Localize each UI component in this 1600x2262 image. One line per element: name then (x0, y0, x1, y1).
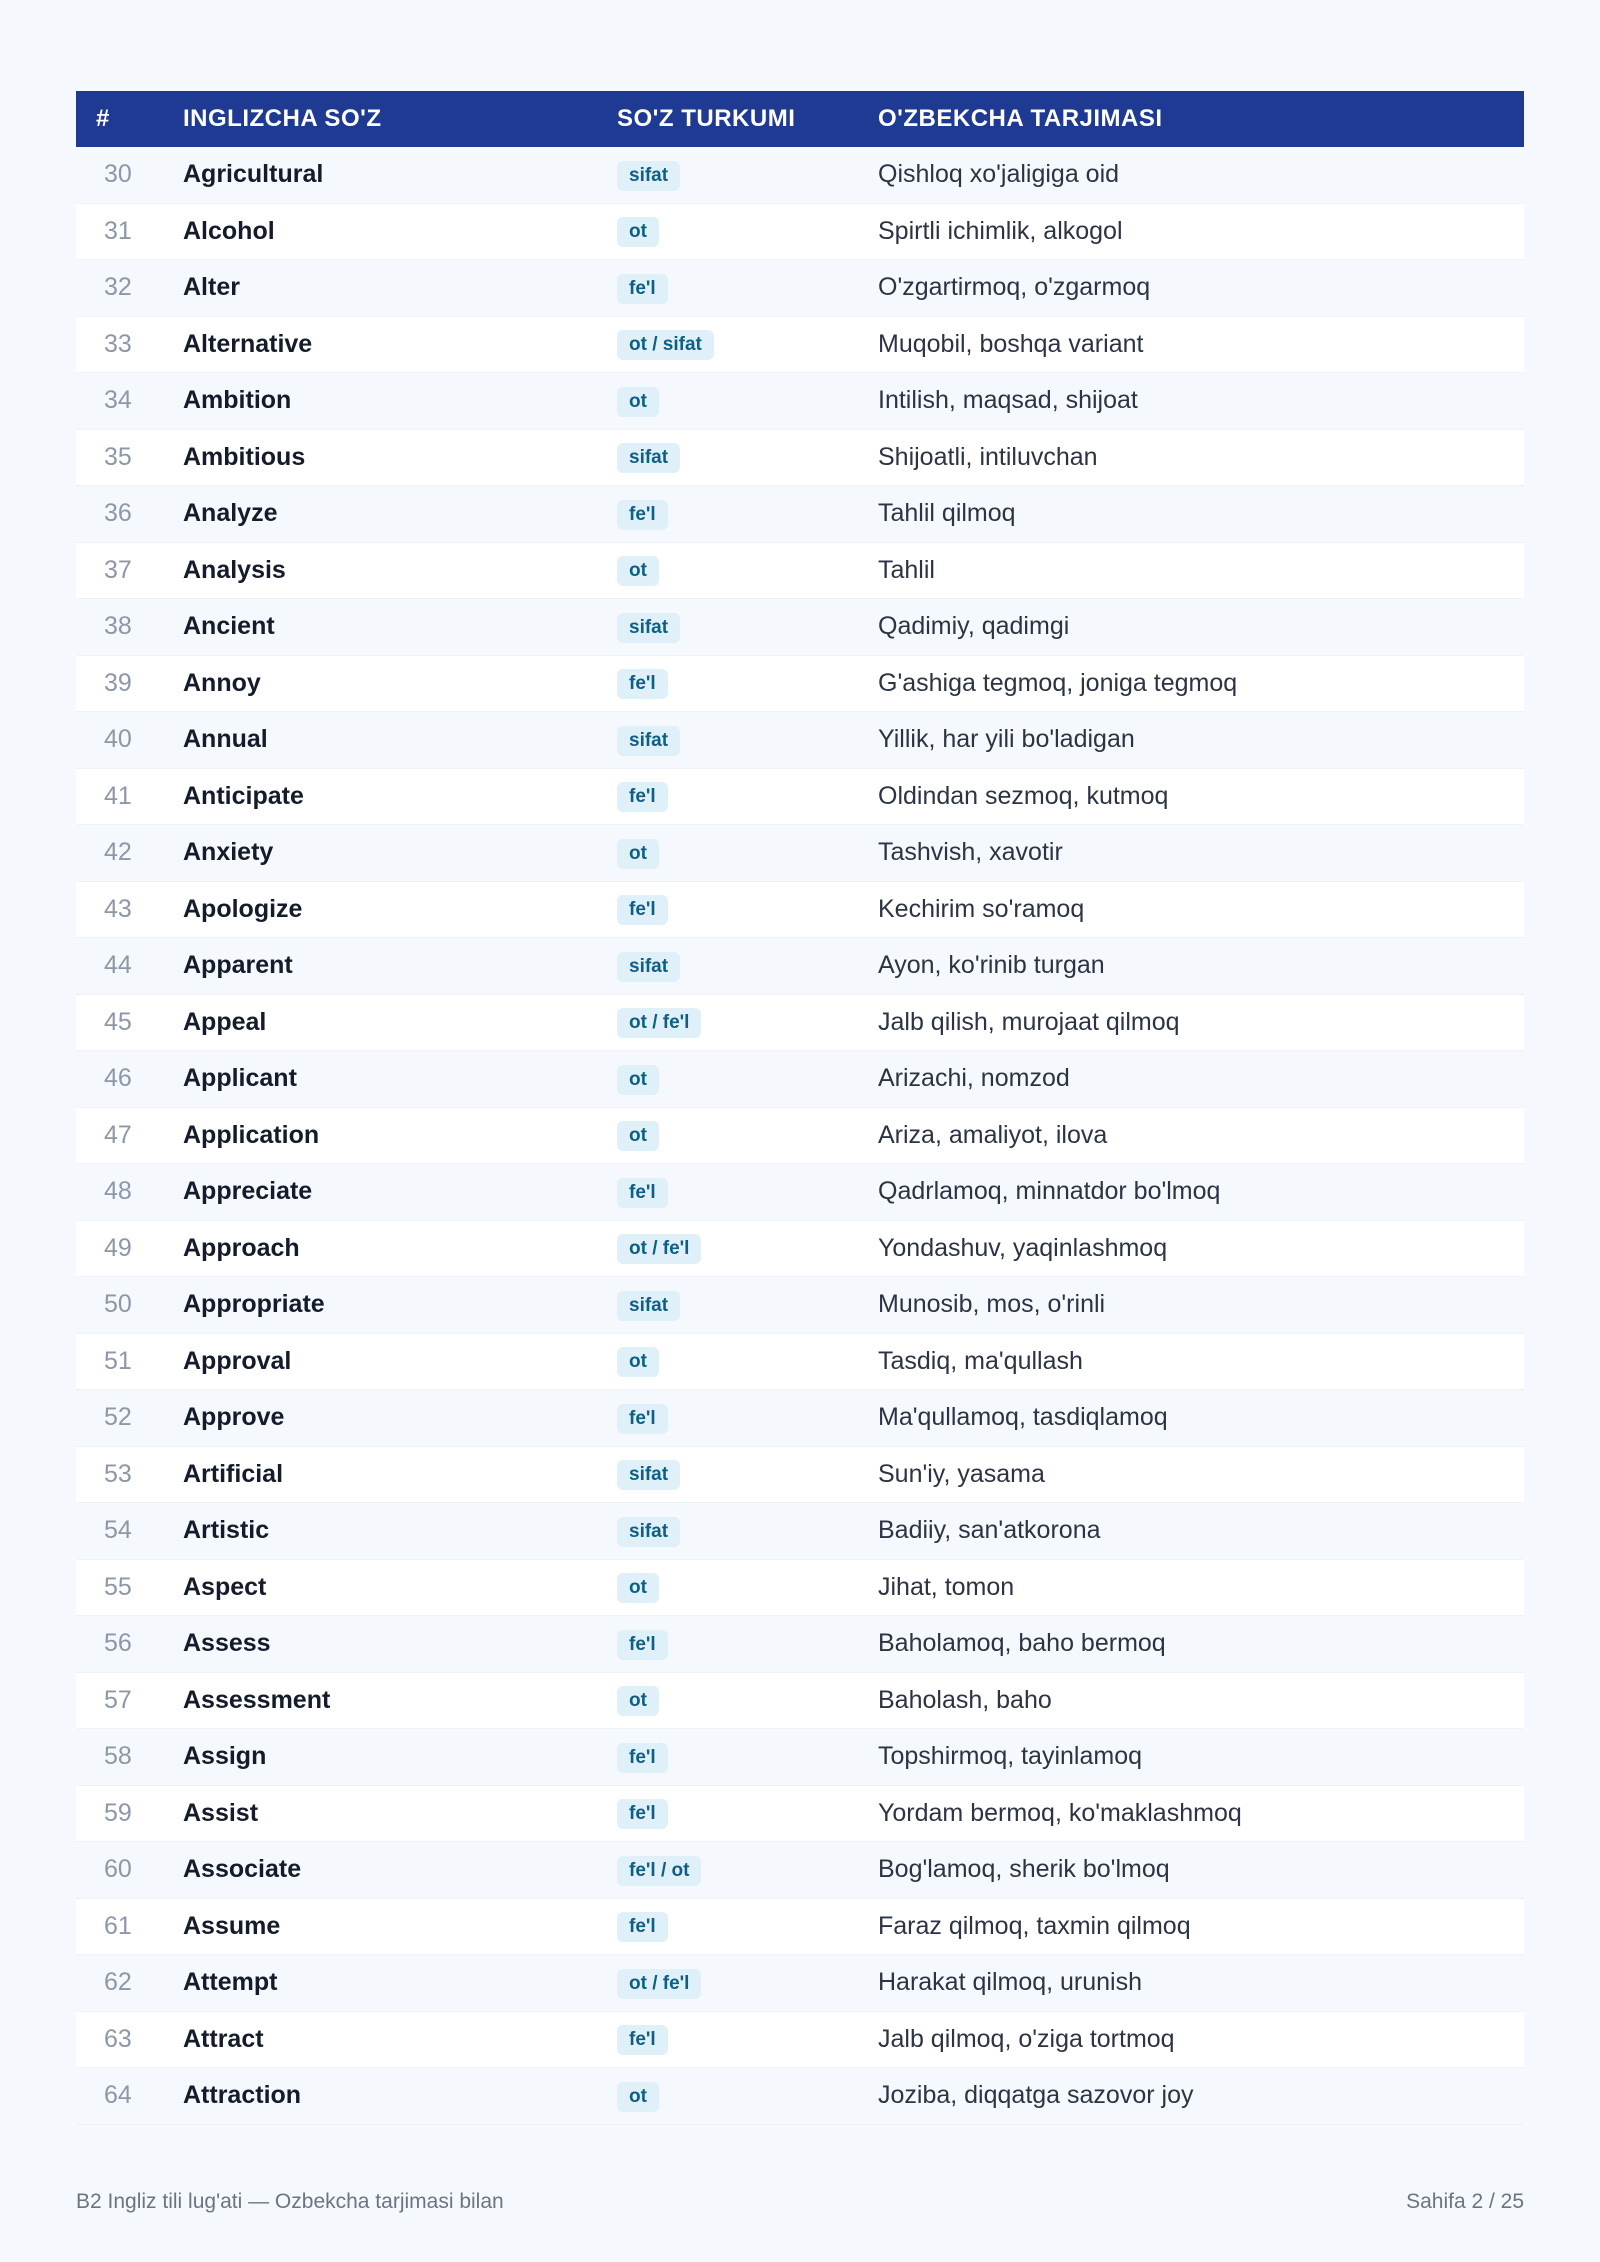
part-of-speech-cell (617, 599, 878, 656)
english-word: Assess (183, 1616, 617, 1673)
part-of-speech-badge: sifat (617, 161, 680, 191)
table-row (76, 543, 1524, 600)
part-of-speech-cell (617, 938, 878, 995)
english-word: Ancient (183, 599, 617, 656)
uzbek-translation: Intilish, maqsad, shijoat (878, 373, 1524, 430)
english-word: Agricultural (183, 147, 617, 204)
row-number: 47 (76, 1108, 183, 1165)
part-of-speech-cell (617, 882, 878, 939)
uzbek-translation: Baholamoq, baho bermoq (878, 1616, 1524, 1673)
table-row (76, 1842, 1524, 1899)
english-word: Attempt (183, 1955, 617, 2012)
table-row (76, 1164, 1524, 1221)
part-of-speech-badge: ot (617, 1121, 659, 1151)
row-number: 57 (76, 1673, 183, 1730)
table-row (76, 1108, 1524, 1165)
row-number: 30 (76, 147, 183, 204)
part-of-speech-cell (617, 1955, 878, 2012)
part-of-speech-badge: fe'l (617, 2025, 668, 2055)
part-of-speech-cell (617, 486, 878, 543)
row-number: 38 (76, 599, 183, 656)
uzbek-translation: Oldindan sezmoq, kutmoq (878, 769, 1524, 826)
part-of-speech-badge: fe'l / ot (617, 1856, 701, 1886)
part-of-speech-badge: ot (617, 1686, 659, 1716)
part-of-speech-badge: fe'l (617, 895, 668, 925)
table-row (76, 712, 1524, 769)
header-english-word: INGLIZCHA SO'Z (183, 91, 617, 147)
row-number: 33 (76, 317, 183, 374)
uzbek-translation: Munosib, mos, o'rinli (878, 1277, 1524, 1334)
part-of-speech-badge: ot (617, 2082, 659, 2112)
part-of-speech-cell (617, 204, 878, 261)
uzbek-translation: Arizachi, nomzod (878, 1051, 1524, 1108)
english-word: Assign (183, 1729, 617, 1786)
english-word: Annoy (183, 656, 617, 713)
part-of-speech-cell (617, 1560, 878, 1617)
part-of-speech-cell (617, 260, 878, 317)
row-number: 48 (76, 1164, 183, 1221)
row-number: 31 (76, 204, 183, 261)
english-word: Alter (183, 260, 617, 317)
row-number: 44 (76, 938, 183, 995)
english-word: Appropriate (183, 1277, 617, 1334)
part-of-speech-cell (617, 1164, 878, 1221)
english-word: Approval (183, 1334, 617, 1391)
part-of-speech-badge: sifat (617, 1460, 680, 1490)
part-of-speech-badge: sifat (617, 726, 680, 756)
part-of-speech-badge: ot / fe'l (617, 1969, 701, 1999)
uzbek-translation: Kechirim so'ramoq (878, 882, 1524, 939)
part-of-speech-cell (617, 1334, 878, 1391)
uzbek-translation: O'zgartirmoq, o'zgarmoq (878, 260, 1524, 317)
part-of-speech-cell (617, 1503, 878, 1560)
english-word: Annual (183, 712, 617, 769)
table-body (76, 147, 1524, 2125)
part-of-speech-badge: fe'l (617, 1743, 668, 1773)
row-number: 35 (76, 430, 183, 487)
table-row (76, 373, 1524, 430)
table-row (76, 260, 1524, 317)
row-number: 60 (76, 1842, 183, 1899)
table-row (76, 1277, 1524, 1334)
page-number: Sahifa 2 / 25 (1406, 2190, 1524, 2213)
row-number: 46 (76, 1051, 183, 1108)
uzbek-translation: Jalb qilish, murojaat qilmoq (878, 995, 1524, 1052)
uzbek-translation: Ayon, ko'rinib turgan (878, 938, 1524, 995)
table-row (76, 1503, 1524, 1560)
row-number: 54 (76, 1503, 183, 1560)
part-of-speech-cell (617, 1447, 878, 1504)
table-row (76, 1447, 1524, 1504)
uzbek-translation: Ariza, amaliyot, ilova (878, 1108, 1524, 1165)
uzbek-translation: Yillik, har yili bo'ladigan (878, 712, 1524, 769)
uzbek-translation: Spirtli ichimlik, alkogol (878, 204, 1524, 261)
row-number: 51 (76, 1334, 183, 1391)
table-row (76, 1560, 1524, 1617)
part-of-speech-cell (617, 1616, 878, 1673)
part-of-speech-badge: ot / fe'l (617, 1234, 701, 1264)
uzbek-translation: Faraz qilmoq, taxmin qilmoq (878, 1899, 1524, 1956)
part-of-speech-cell (617, 769, 878, 826)
english-word: Anxiety (183, 825, 617, 882)
header-number: # (76, 91, 183, 147)
row-number: 53 (76, 1447, 183, 1504)
table-row (76, 882, 1524, 939)
table-row (76, 430, 1524, 487)
row-number: 34 (76, 373, 183, 430)
table-row (76, 1221, 1524, 1278)
part-of-speech-cell (617, 1899, 878, 1956)
uzbek-translation: Jalb qilmoq, o'ziga tortmoq (878, 2012, 1524, 2069)
row-number: 59 (76, 1786, 183, 1843)
uzbek-translation: Tasdiq, ma'qullash (878, 1334, 1524, 1391)
row-number: 41 (76, 769, 183, 826)
english-word: Analysis (183, 543, 617, 600)
table-row (76, 995, 1524, 1052)
row-number: 42 (76, 825, 183, 882)
table-row (76, 486, 1524, 543)
row-number: 64 (76, 2068, 183, 2125)
row-number: 63 (76, 2012, 183, 2069)
english-word: Attract (183, 2012, 617, 2069)
english-word: Approve (183, 1390, 617, 1447)
uzbek-translation: Shijoatli, intiluvchan (878, 430, 1524, 487)
table-row (76, 1334, 1524, 1391)
english-word: Apologize (183, 882, 617, 939)
page-footer (76, 2190, 1524, 2214)
part-of-speech-cell (617, 373, 878, 430)
uzbek-translation: Joziba, diqqatga sazovor joy (878, 2068, 1524, 2125)
part-of-speech-cell (617, 1673, 878, 1730)
table-row (76, 825, 1524, 882)
part-of-speech-badge: fe'l (617, 274, 668, 304)
row-number: 58 (76, 1729, 183, 1786)
row-number: 39 (76, 656, 183, 713)
uzbek-translation: Jihat, tomon (878, 1560, 1524, 1617)
part-of-speech-badge: sifat (617, 952, 680, 982)
part-of-speech-cell (617, 1221, 878, 1278)
part-of-speech-cell (617, 712, 878, 769)
part-of-speech-badge: fe'l (617, 669, 668, 699)
part-of-speech-cell (617, 995, 878, 1052)
uzbek-translation: Qadrlamoq, minnatdor bo'lmoq (878, 1164, 1524, 1221)
english-word: Application (183, 1108, 617, 1165)
table-row (76, 656, 1524, 713)
uzbek-translation: Badiiy, san'atkorona (878, 1503, 1524, 1560)
row-number: 45 (76, 995, 183, 1052)
table-row (76, 1899, 1524, 1956)
table-row (76, 1051, 1524, 1108)
english-word: Ambition (183, 373, 617, 430)
part-of-speech-cell (617, 147, 878, 204)
english-word: Appreciate (183, 1164, 617, 1221)
part-of-speech-badge: ot (617, 1065, 659, 1095)
part-of-speech-badge: ot (617, 217, 659, 247)
row-number: 40 (76, 712, 183, 769)
uzbek-translation: Sun'iy, yasama (878, 1447, 1524, 1504)
part-of-speech-badge: ot / fe'l (617, 1008, 701, 1038)
uzbek-translation: Tahlil (878, 543, 1524, 600)
row-number: 61 (76, 1899, 183, 1956)
table-header (76, 91, 1524, 147)
row-number: 32 (76, 260, 183, 317)
uzbek-translation: Ma'qullamoq, tasdiqlamoq (878, 1390, 1524, 1447)
part-of-speech-badge: fe'l (617, 1799, 668, 1829)
table-row (76, 769, 1524, 826)
english-word: Analyze (183, 486, 617, 543)
header-part-of-speech: SO'Z TURKUMI (617, 91, 878, 147)
uzbek-translation: Qishloq xo'jaligiga oid (878, 147, 1524, 204)
part-of-speech-badge: ot (617, 1347, 659, 1377)
uzbek-translation: Bog'lamoq, sherik bo'lmoq (878, 1842, 1524, 1899)
part-of-speech-cell (617, 317, 878, 374)
table-row (76, 2012, 1524, 2069)
part-of-speech-cell (617, 1108, 878, 1165)
uzbek-translation: Baholash, baho (878, 1673, 1524, 1730)
english-word: Associate (183, 1842, 617, 1899)
english-word: Apparent (183, 938, 617, 995)
english-word: Ambitious (183, 430, 617, 487)
vocabulary-table (76, 91, 1524, 2125)
row-number: 52 (76, 1390, 183, 1447)
part-of-speech-badge: ot (617, 387, 659, 417)
english-word: Artificial (183, 1447, 617, 1504)
table-row (76, 204, 1524, 261)
header-row (76, 91, 1524, 147)
part-of-speech-cell (617, 1277, 878, 1334)
english-word: Assist (183, 1786, 617, 1843)
part-of-speech-cell (617, 1390, 878, 1447)
part-of-speech-badge: sifat (617, 1517, 680, 1547)
english-word: Applicant (183, 1051, 617, 1108)
part-of-speech-cell (617, 543, 878, 600)
part-of-speech-cell (617, 656, 878, 713)
uzbek-translation: G'ashiga tegmoq, joniga tegmoq (878, 656, 1524, 713)
english-word: Artistic (183, 1503, 617, 1560)
uzbek-translation: Tahlil qilmoq (878, 486, 1524, 543)
row-number: 62 (76, 1955, 183, 2012)
row-number: 37 (76, 543, 183, 600)
footer-title: B2 Ingliz tili lug'ati — Ozbekcha tarjimasi bilan (76, 2190, 504, 2213)
english-word: Assume (183, 1899, 617, 1956)
row-number: 43 (76, 882, 183, 939)
english-word: Anticipate (183, 769, 617, 826)
part-of-speech-cell (617, 2068, 878, 2125)
uzbek-translation: Topshirmoq, tayinlamoq (878, 1729, 1524, 1786)
vocabulary-table-container (76, 91, 1524, 2125)
row-number: 55 (76, 1560, 183, 1617)
table-row (76, 1955, 1524, 2012)
english-word: Alcohol (183, 204, 617, 261)
part-of-speech-cell (617, 1051, 878, 1108)
part-of-speech-badge: sifat (617, 613, 680, 643)
part-of-speech-badge: fe'l (617, 1912, 668, 1942)
part-of-speech-cell (617, 825, 878, 882)
part-of-speech-badge: ot (617, 839, 659, 869)
table-row (76, 599, 1524, 656)
row-number: 50 (76, 1277, 183, 1334)
part-of-speech-badge: fe'l (617, 1178, 668, 1208)
row-number: 56 (76, 1616, 183, 1673)
english-word: Assessment (183, 1673, 617, 1730)
english-word: Attraction (183, 2068, 617, 2125)
uzbek-translation: Yordam bermoq, ko'maklashmoq (878, 1786, 1524, 1843)
table-row (76, 1673, 1524, 1730)
part-of-speech-badge: fe'l (617, 1404, 668, 1434)
uzbek-translation: Tashvish, xavotir (878, 825, 1524, 882)
part-of-speech-cell (617, 1842, 878, 1899)
table-row (76, 1390, 1524, 1447)
english-word: Approach (183, 1221, 617, 1278)
part-of-speech-badge: ot (617, 1573, 659, 1603)
part-of-speech-cell (617, 1786, 878, 1843)
english-word: Aspect (183, 1560, 617, 1617)
uzbek-translation: Qadimiy, qadimgi (878, 599, 1524, 656)
part-of-speech-badge: ot / sifat (617, 330, 714, 360)
table-row (76, 1786, 1524, 1843)
table-row (76, 938, 1524, 995)
row-number: 49 (76, 1221, 183, 1278)
header-uzbek-translation: O'ZBEKCHA TARJIMASI (878, 91, 1524, 147)
uzbek-translation: Harakat qilmoq, urunish (878, 1955, 1524, 2012)
part-of-speech-badge: fe'l (617, 1630, 668, 1660)
uzbek-translation: Muqobil, boshqa variant (878, 317, 1524, 374)
uzbek-translation: Yondashuv, yaqinlashmoq (878, 1221, 1524, 1278)
english-word: Appeal (183, 995, 617, 1052)
part-of-speech-cell (617, 430, 878, 487)
part-of-speech-badge: sifat (617, 443, 680, 473)
part-of-speech-badge: fe'l (617, 500, 668, 530)
english-word: Alternative (183, 317, 617, 374)
part-of-speech-cell (617, 1729, 878, 1786)
table-row (76, 1616, 1524, 1673)
table-row (76, 147, 1524, 204)
row-number: 36 (76, 486, 183, 543)
table-row (76, 1729, 1524, 1786)
table-row (76, 2068, 1524, 2125)
part-of-speech-cell (617, 2012, 878, 2069)
table-row (76, 317, 1524, 374)
part-of-speech-badge: fe'l (617, 782, 668, 812)
part-of-speech-badge: sifat (617, 1291, 680, 1321)
part-of-speech-badge: ot (617, 556, 659, 586)
